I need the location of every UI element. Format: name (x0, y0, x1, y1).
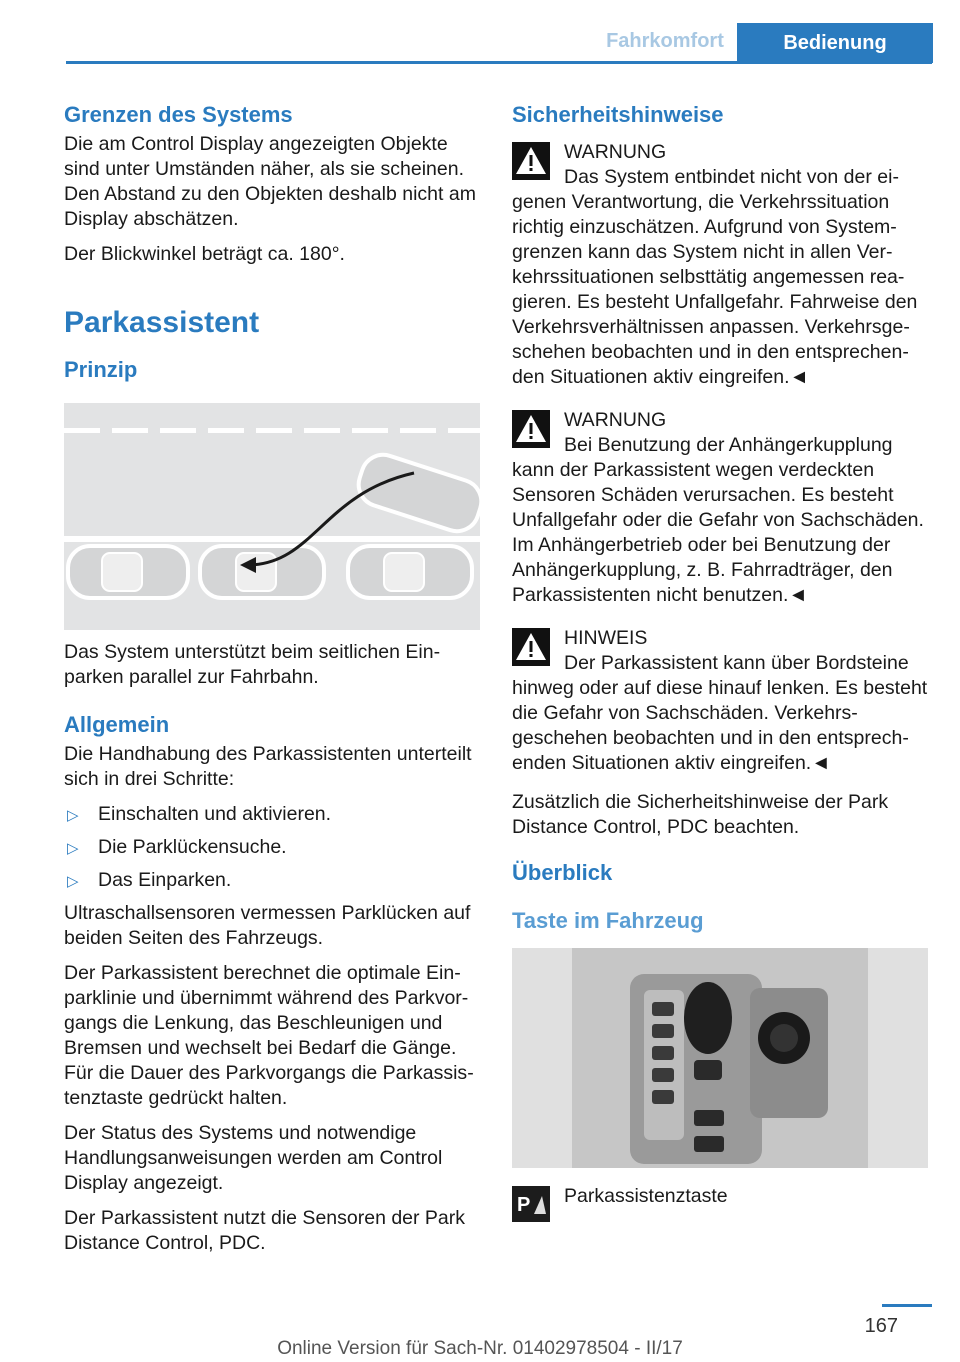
svg-text:P: P (517, 1194, 531, 1216)
triangle-bullet-icon: ▷ (67, 840, 79, 857)
button-heading: Taste im Fahrzeug (512, 908, 704, 933)
principle-text: Das System unterstützt beim seitlichen Einparken parallel zur Fahrbahn. (64, 641, 441, 688)
header-tab-bedienung[interactable]: Bedienung (737, 23, 933, 63)
calculation-paragraph: Der Parkassistent berechnet die optimale Einparklinie und übernimmt während des Parkvorgangs die Lenkung, das Beschleunigen und Bremsen und wechselt bei Bedarf die Gänge. Für die Dauer des Parkvorgangs die Parkassistenztaste gedrückt halten. (64, 962, 474, 1109)
pdc-paragraph: Der Parkassistent nutzt die Sensoren der Park Distance Control, PDC. (64, 1207, 466, 1254)
page-number: 167 (864, 1315, 898, 1337)
triangle-bullet-icon: ▷ (67, 873, 79, 890)
warning-text: Bei Benutzung der Anhängerkupplung kann der Parkassistent wegen verdeckten Sensoren Schäden verursachen. Es besteht Unfallgefahr oder die Gefahr von Sachschäden. Im Anhängerbetrieb oder bei Benutzung der Anhängerkupplung, z. B. Fahrradträger, den Parkassistenten nicht benutzen.◄ (512, 434, 924, 606)
warning-label: WARNUNG (564, 409, 667, 431)
warning-block-2 (512, 408, 930, 608)
step-text: Einschalten und aktivieren. (98, 803, 332, 825)
overview-heading: Überblick (512, 860, 613, 885)
status-paragraph: Der Status des Systems und notwendige Handlungsanweisungen werden am Control Display angezeigt. (64, 1122, 443, 1194)
header-tab-fahrkomfort[interactable]: Fahrkomfort (606, 30, 724, 52)
warning-triangle-icon (512, 410, 550, 448)
sensors-paragraph: Ultraschallsensoren vermessen Parklücken auf beiden Seiten des Fahrzeugs. (64, 902, 471, 949)
section-title: Parkassistent (64, 306, 260, 339)
warning-text: Das System entbindet nicht von der eigenen Verantwortung, die Verkehrssituation richtig einzuschätzen. Aufgrund von Systemgrenzen kann das System nicht in allen Verkehrssituationen selbsttätig angemessen reagieren. Es besteht Unfallgefahr. Fahrweise den Verkehrsverhältnissen anpassen. Verkehrsgeschehen beobachten und in den entsprechenden Situationen aktiv eingreifen.◄ (512, 166, 918, 388)
parking-diagram-icon (64, 403, 480, 625)
step-text: Die Parklückensuche. (98, 836, 287, 858)
right-column (512, 100, 930, 1219)
list-item (64, 835, 482, 860)
note-text: Der Parkassistent kann über Bordsteine hinweg oder auf diese hinauf lenken. Es besteht die Gefahr von Sachschäden. Verkehrsgeschehen beobachten und in den entsprechenden Situationen aktiv eingreifen.◄ (512, 652, 928, 774)
left-column (64, 100, 482, 1266)
warning-triangle-icon (512, 142, 550, 180)
footer-rule (882, 1304, 932, 1307)
warning-triangle-icon (512, 628, 550, 666)
safety-heading: Sicherheitshinweise (512, 102, 724, 127)
limits-heading: Grenzen des Systems (64, 102, 293, 127)
general-intro: Die Handhabung des Parkassistenten unterteilt sich in drei Schritte: (64, 743, 472, 790)
park-assist-button-icon (512, 1186, 550, 1222)
warning-label: WARNUNG (564, 141, 667, 163)
header-rule (66, 61, 932, 64)
center-console-icon (512, 948, 928, 1168)
step-text: Das Einparken. (98, 869, 232, 891)
parking-illustration (64, 403, 480, 630)
list-item (64, 868, 482, 893)
list-item (64, 802, 482, 827)
triangle-bullet-icon: ▷ (67, 807, 79, 824)
note-label: HINWEIS (564, 627, 648, 649)
console-photo (512, 948, 928, 1168)
limits-paragraph-1: Die am Control Display angezeigten Objekte sind unter Umständen näher, als sie scheinen. Den Abstand zu den Objekten deshalb nicht am Display abschätzen. (64, 133, 476, 230)
button-legend (512, 1184, 930, 1216)
warning-block-1 (512, 140, 930, 390)
online-version-note: Online Version für Sach-Nr. 01402978504 - II/17 (277, 1338, 683, 1359)
limits-paragraph-2: Der Blickwinkel beträgt ca. 180°. (64, 243, 345, 265)
principle-heading: Prinzip (64, 357, 138, 382)
button-caption: Parkassistenztaste (564, 1185, 728, 1207)
note-block (512, 626, 930, 776)
additional-paragraph: Zusätzlich die Sicherheitshinweise der Park Distance Control, PDC beachten. (512, 791, 889, 838)
general-heading: Allgemein (64, 712, 170, 737)
